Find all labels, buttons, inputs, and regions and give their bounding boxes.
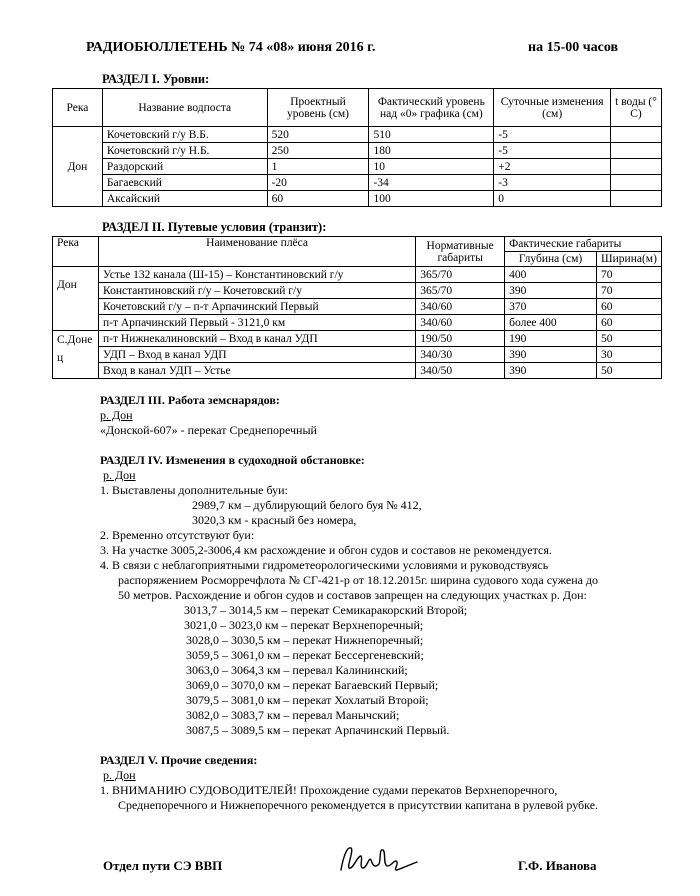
actual-level: 180 bbox=[369, 143, 494, 159]
station-name: Кочетовский г/у Н.Б. bbox=[102, 143, 267, 159]
buoys-added: 1. Выставлены дополнительные буи: bbox=[100, 483, 288, 497]
depth: 390 bbox=[505, 283, 597, 299]
width: 50 bbox=[596, 331, 661, 347]
norm-dims: 340/60 bbox=[416, 315, 505, 331]
restriction-notice: 50 метров. Расхождение и обгон судов и составов запрещен на следующих участках р. Дон: bbox=[118, 588, 587, 602]
actual-level: -34 bbox=[369, 175, 494, 191]
water-temp bbox=[611, 159, 662, 175]
depth: 390 bbox=[505, 363, 597, 379]
section3-river: р. Дон bbox=[100, 408, 133, 422]
daily-change: -5 bbox=[494, 143, 611, 159]
river-cell: Дон bbox=[53, 127, 103, 207]
buoys-missing: 2. Временно отсутствуют буи: bbox=[100, 528, 255, 542]
width: 70 bbox=[596, 267, 661, 283]
reach-name: Устье 132 канала (Ш-15) – Константиновский г/у bbox=[98, 267, 415, 283]
water-temp bbox=[611, 191, 662, 207]
buoy-item: 3020,3 км - красный без номера, bbox=[192, 513, 357, 527]
daily-change: 0 bbox=[494, 191, 611, 207]
col-river: Река bbox=[53, 89, 103, 127]
captain-notice: Среднепоречного и Нижнепоречного рекомендуется в присутствии капитана в рулевой рубке. bbox=[118, 798, 599, 812]
section5-title: РАЗДЕЛ V. Прочие сведения: bbox=[100, 753, 258, 767]
design-level: 1 bbox=[267, 159, 369, 175]
water-temp bbox=[611, 175, 662, 191]
norm-dims: 365/70 bbox=[416, 267, 505, 283]
bulletin-title: РАДИОБЮЛЛЕТЕНЬ № 74 «08» июня 2016 г. bbox=[86, 40, 376, 55]
signature-stroke bbox=[335, 840, 420, 878]
width: 60 bbox=[596, 299, 661, 315]
restricted-section: 3021,0 – 3023,0 км – перекат Верхнепоречный; bbox=[184, 618, 424, 632]
water-temp bbox=[611, 127, 662, 143]
depth: 370 bbox=[505, 299, 597, 315]
col-daily-change: Суточные изменения (см) bbox=[494, 89, 611, 127]
depth: 400 bbox=[505, 267, 597, 283]
width: 70 bbox=[596, 283, 661, 299]
restricted-section: 3028,0 – 3030,5 км – перекат Нижнепоречный; bbox=[186, 633, 424, 647]
norm-dims: 340/30 bbox=[416, 347, 505, 363]
buoy-item: 2989,7 км – дублирующий белого буя № 412, bbox=[192, 498, 422, 512]
actual-level: 100 bbox=[369, 191, 494, 207]
station-name: Раздорский bbox=[102, 159, 267, 175]
design-level: -20 bbox=[267, 175, 369, 191]
dredger-info: «Донской-607» - перекат Среднепоречный bbox=[100, 423, 317, 437]
restricted-section: 3069,0 – 3070,0 км – перекат Багаевский Первый; bbox=[186, 678, 439, 692]
col-actual-dims: Фактические габариты bbox=[505, 237, 662, 252]
actual-level: 10 bbox=[369, 159, 494, 175]
restricted-section: 3079,5 – 3081,0 км – перекат Хохлатый Второй; bbox=[186, 693, 429, 707]
width: 60 bbox=[596, 315, 661, 331]
restricted-section: 3059,5 – 3061,0 км – перекат Бессергеневский; bbox=[186, 648, 424, 662]
col-actual-level: Фактический уровень над «0» графика (см) bbox=[369, 89, 494, 127]
col-water-temp: t воды (° С) bbox=[611, 89, 662, 127]
design-level: 250 bbox=[267, 143, 369, 159]
restricted-section: 3063,0 – 3064,3 км – перевал Калининский; bbox=[186, 663, 408, 677]
norm-dims: 190/50 bbox=[416, 331, 505, 347]
col-river: Река bbox=[53, 237, 99, 267]
col-depth: Глубина (см) bbox=[505, 252, 597, 267]
bulletin-time: на 15-00 часов bbox=[528, 40, 619, 55]
reach-name: п-т Нижнекалиновский – Вход в канал УДП bbox=[98, 331, 415, 347]
design-level: 520 bbox=[267, 127, 369, 143]
width: 30 bbox=[596, 347, 661, 363]
restriction-notice: распоряжением Росморречфлота № СГ-421-р от 18.12.2015г. ширина судового хода сужена до bbox=[118, 573, 599, 587]
reach-name: Кочетовский г/у – п-т Арпачинский Первый bbox=[98, 299, 415, 315]
depth: 190 bbox=[505, 331, 597, 347]
route-table bbox=[52, 236, 662, 379]
col-reach: Наименование плёса bbox=[98, 237, 415, 267]
station-name: Багаевский bbox=[102, 175, 267, 191]
reach-name: Вход в канал УДП – Устье bbox=[98, 363, 415, 379]
restricted-section: 3087,5 – 3089,5 км – перекат Арпачинский Первый. bbox=[186, 723, 450, 737]
restriction-notice: 4. В связи с неблагоприятными гидрометеорологическими условиями и руководствуясь bbox=[100, 558, 549, 572]
section5-river: р. Дон bbox=[103, 768, 136, 782]
section1-title: РАЗДЕЛ I. Уровни: bbox=[102, 72, 210, 86]
reach-name: Константиновский г/у – Кочетовский г/у bbox=[98, 283, 415, 299]
section4-title: РАЗДЕЛ IV. Изменения в судоходной обстановке: bbox=[100, 453, 365, 467]
station-name: Аксайский bbox=[102, 191, 267, 207]
section4-river: р. Дон bbox=[103, 468, 136, 482]
actual-level: 510 bbox=[369, 127, 494, 143]
reach-name: п-т Арпачинский Первый - 3121,0 км bbox=[98, 315, 415, 331]
signatory-name: Г.Ф. Иванова bbox=[518, 858, 597, 873]
width: 50 bbox=[596, 363, 661, 379]
depth: более 400 bbox=[505, 315, 597, 331]
norm-dims: 340/60 bbox=[416, 299, 505, 315]
col-width: Ширина(м) bbox=[596, 252, 661, 267]
water-temp bbox=[611, 143, 662, 159]
levels-table bbox=[52, 88, 662, 207]
river-cell: Дон bbox=[53, 267, 99, 331]
col-design-level: Проектный уровень (см) bbox=[267, 89, 369, 127]
norm-dims: 340/50 bbox=[416, 363, 505, 379]
station-name: Кочетовский г/у В.Б. bbox=[102, 127, 267, 143]
depth: 390 bbox=[505, 347, 597, 363]
captain-notice: 1. ВНИМАНИЮ СУДОВОДИТЕЛЕЙ! Прохождение судами перекатов Верхнепоречного, bbox=[100, 783, 558, 797]
department: Отдел пути СЭ ВВП bbox=[103, 858, 223, 873]
col-station: Название водпоста bbox=[102, 89, 267, 127]
daily-change: -5 bbox=[494, 127, 611, 143]
river-cell: С.Доне ц bbox=[53, 331, 99, 379]
design-level: 60 bbox=[267, 191, 369, 207]
daily-change: +2 bbox=[494, 159, 611, 175]
restricted-section: 3082,0 – 3083,7 км – перевал Манычский; bbox=[186, 708, 400, 722]
norm-dims: 365/70 bbox=[416, 283, 505, 299]
reach-name: УДП – Вход в канал УДП bbox=[98, 347, 415, 363]
col-norm-dims: Нормативные габариты bbox=[416, 237, 505, 267]
section3-title: РАЗДЕЛ III. Работа земснарядов: bbox=[100, 393, 280, 407]
section2-title: РАЗДЕЛ II. Путевые условия (транзит): bbox=[102, 220, 327, 234]
daily-change: -3 bbox=[494, 175, 611, 191]
signature-image bbox=[335, 840, 420, 878]
no-overtake-notice: 3. На участке 3005,2-3006,4 км расхождение и обгон судов и составов не рекомендуется. bbox=[100, 543, 552, 557]
restricted-section: 3013,7 – 3014,5 км – перекат Семикаракорский Второй; bbox=[184, 603, 468, 617]
